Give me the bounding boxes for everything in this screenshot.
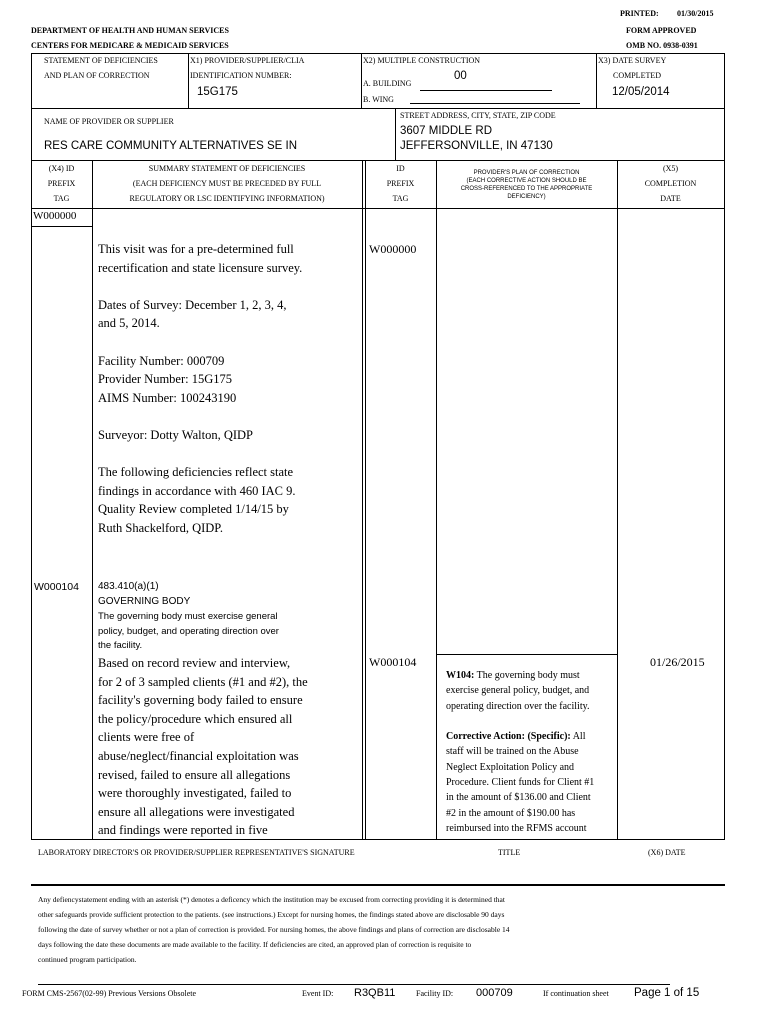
col-correction-label-4: DEFICIENCY) [507, 194, 546, 200]
col-x4-label-1: (X4) ID [48, 164, 75, 173]
col-summary-label-1: SUMMARY STATEMENT OF DEFICIENCIES [148, 164, 306, 173]
printed-label: PRINTED: [620, 9, 659, 18]
event-id-label: Event ID: [302, 989, 334, 998]
col-correction-label-3: CROSS-REFERENCED TO THE APPROPRIATE [460, 186, 593, 192]
signature-label: LABORATORY DIRECTOR'S OR PROVIDER/SUPPLIER REPRESENTATIVE'S SIGNATURE [38, 848, 355, 857]
wing-label: B. WING [363, 95, 394, 104]
department-name: DEPARTMENT OF HEALTH AND HUMAN SERVICES [31, 26, 229, 35]
col-correction-label-2: (EACH CORRECTIVE ACTION SHOULD BE [466, 178, 587, 184]
date-survey-label-1: X3) DATE SURVEY [598, 56, 667, 65]
regulation-title: GOVERNING BODY [98, 596, 191, 607]
building-label: A. BUILDING [363, 79, 412, 88]
footnote-text: Any defiencystatement ending with an asterisk (*) denotes a deficency which the institution may be excused from correcting providing it is determined that other safeguards provide sufficient protection to the patients. (see instructions.) Except for nursing homes, the findings stated above are disclosable 90 days following the date of survey whether or not a plan of correction is provided. For nursing homes, the above findings and plans of correction are disclosable 14 days following the date these documents are made available to the facility. If deficiencies are cited, an approved plan of correction is requisite to continued program participation. [38, 895, 510, 964]
address-label: STREET ADDRESS, CITY, STATE, ZIP CODE [400, 111, 556, 120]
page-number: Page 1 of 15 [634, 987, 700, 999]
deficiency-text-w000000: This visit was for a pre-determined full recertification and state licensure survey. Dates of Survey: December 1, 2, 3, 4, and 5, 2014. Facility Number: 000709 Provider Number: 15G175 AIMS Number: 100243190 Surveyor: Dotty Walton, QIDP The following deficiencies reflect state findings in accordance with 460 IAC 9. Quality Review completed 1/14/15 by Ruth Shackelford, QIDP. [98, 242, 303, 535]
date-survey-value: 12/05/2014 [612, 86, 670, 98]
id-tag-w000000: W000000 [369, 242, 417, 256]
col-x5-label-2: COMPLETION [644, 179, 697, 188]
prefix-tag-w000000: W000000 [33, 210, 77, 222]
provider-id-value: 15G175 [197, 86, 238, 98]
multiple-construction-label: X2) MULTIPLE CONSTRUCTION [363, 56, 481, 65]
form-approved: FORM APPROVED [626, 26, 697, 35]
id-tag-w000104: W000104 [369, 655, 417, 669]
col-x5-label-3: DATE [660, 194, 681, 203]
building-value: 00 [454, 70, 467, 82]
col-id-label-2: PREFIX [386, 179, 415, 188]
statement-label-2: AND PLAN OF CORRECTION [44, 71, 150, 80]
col-correction-label-1: PROVIDER'S PLAN OF CORRECTION [473, 170, 580, 176]
printed-date: 01/30/2015 [677, 9, 714, 18]
statement-label-1: STATEMENT OF DEFICIENCIES [44, 56, 158, 65]
omb-number: OMB NO. 0938-0391 [626, 41, 698, 50]
col-id-label-1: ID [396, 164, 405, 173]
deficiency-text-w000104: Based on record review and interview, for 2 of 3 sampled clients (#1 and #2), the facility's governing body failed to ensure the policy/procedure which ensured all clients were free of abuse/neglect/financial exploitation was revised, failed to ensure all allegations were thoroughly investigated, failed to ensure all allegations were investigated and findings were reported in five [98, 656, 308, 838]
provider-name: RES CARE COMMUNITY ALTERNATIVES SE IN [44, 140, 298, 152]
col-summary-label-3: REGULATORY OR LSC IDENTIFYING INFORMATION) [129, 194, 325, 203]
regulation-code: 483.410(a)(1) [98, 581, 159, 592]
provider-id-label-2: IDENTIFICATION NUMBER: [190, 71, 292, 80]
event-id-value: R3QB11 [354, 987, 396, 999]
regulation-text: The governing body must exercise general policy, budget, and operating direction over the facility. [98, 611, 279, 651]
date-survey-label-2: COMPLETED [613, 71, 661, 80]
address-city: JEFFERSONVILLE, IN 47130 [400, 140, 553, 152]
col-summary-label-2: (EACH DEFICIENCY MUST BE PRECEDED BY FULL [132, 179, 322, 188]
completion-date: 01/26/2015 [650, 655, 705, 669]
facility-id-label: Facility ID: [416, 989, 454, 998]
form-number: FORM CMS-2567(02-99) Previous Versions Obsolete [22, 989, 197, 998]
plan-of-correction-text: W104: The governing body must exercise general policy, budget, and operating direction over the facility. Corrective Action: (Specific): All staff will be trained on the Abuse Neglect Exploitation Policy and Procedure. Client funds for Client #1 in the amount of $136.00 and Client #2 in the amount of $190.00 has reimbursed into the RFMS account [446, 670, 595, 834]
prefix-tag-w000104: W000104 [34, 581, 79, 593]
col-x4-label-2: PREFIX [47, 179, 76, 188]
facility-id-value: 000709 [476, 987, 513, 999]
col-id-label-3: TAG [392, 194, 409, 203]
title-label: TITLE [498, 848, 521, 857]
date-label: (X6) DATE [648, 848, 686, 857]
col-x4-label-3: TAG [53, 194, 70, 203]
continuation-label: If continuation sheet [543, 989, 609, 998]
col-x5-label-1: (X5) [662, 164, 679, 173]
address-street: 3607 MIDDLE RD [400, 125, 493, 137]
provider-id-label-1: X1) PROVIDER/SUPPLIER/CLIA [190, 56, 305, 65]
centers-name: CENTERS FOR MEDICARE & MEDICAID SERVICES [31, 41, 229, 50]
provider-name-label: NAME OF PROVIDER OR SUPPLIER [44, 117, 174, 126]
